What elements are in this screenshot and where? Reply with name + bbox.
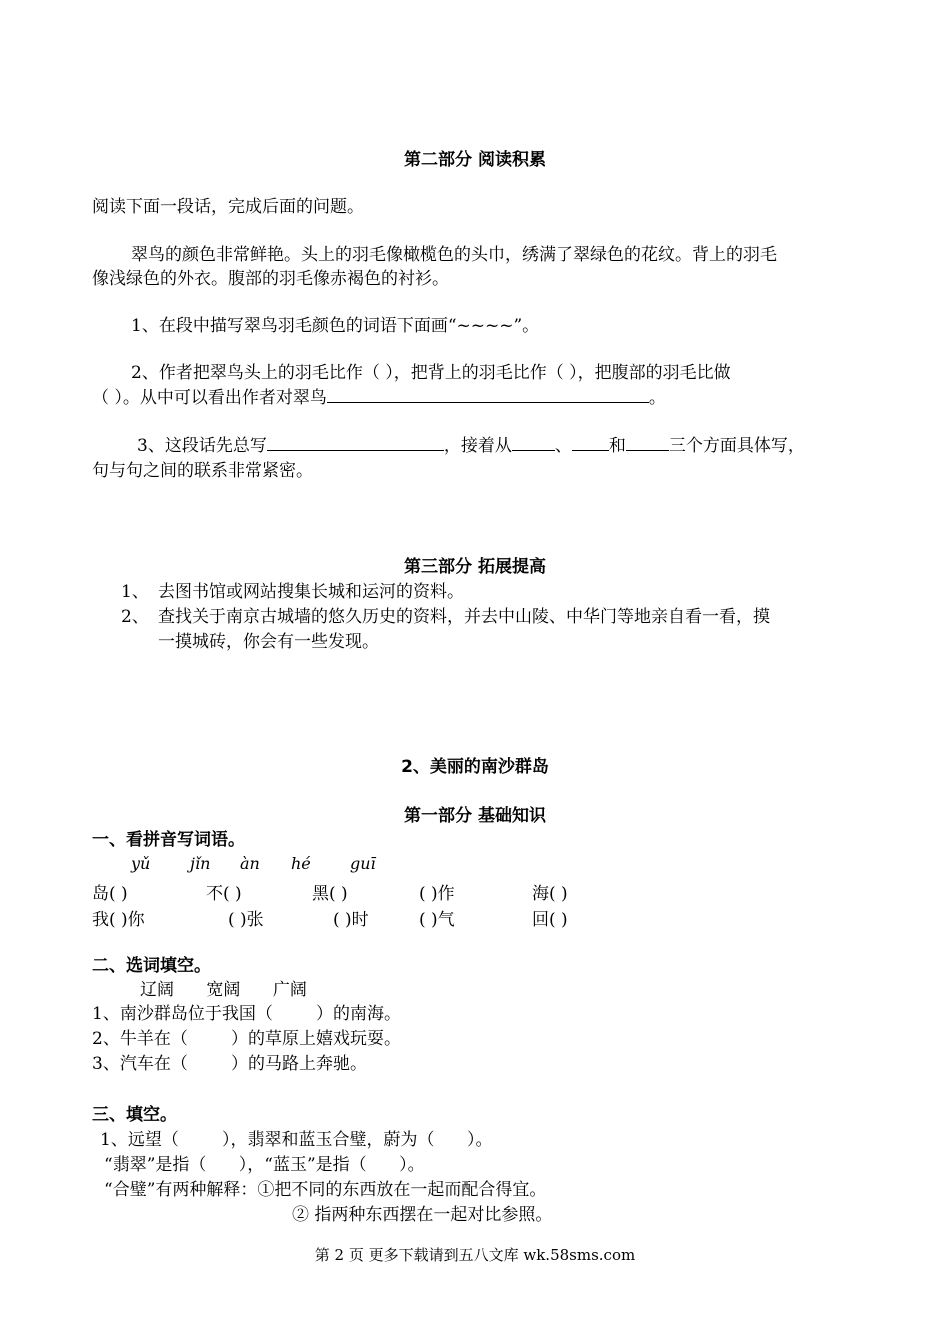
section-3-line-3: “合璧”有两种解释：①把不同的东西放在一起而配合得宜。 xyxy=(104,1180,547,1200)
lesson-title: 2、美丽的南沙群岛 xyxy=(401,757,549,777)
word-cell: 黑( ) xyxy=(312,884,348,904)
q3-part-d: 和 xyxy=(608,436,626,456)
question-3-line-2: 句与句之间的联系非常紧密。 xyxy=(92,461,313,481)
question-3-line-1 xyxy=(137,436,805,457)
answer-blank[interactable] xyxy=(327,388,649,403)
answer-blank[interactable] xyxy=(626,436,669,451)
section-3-line-4: ② 指两种东西摆在一起对比参照。 xyxy=(292,1205,553,1225)
part3-item-2-cont: 一摸城砖，你会有一些发现。 xyxy=(158,632,379,652)
part3-item-1-text: 去图书馆或网站搜集长城和运河的资料。 xyxy=(158,582,464,602)
pinyin-3: àn xyxy=(240,854,260,873)
question-2-line-1: 2、作者把翠鸟头上的羽毛比作（ ），把背上的羽毛比作（ ），把腹部的羽毛比做 xyxy=(131,363,731,383)
word-cell: ( )时 xyxy=(333,910,369,930)
question-2-suffix: 。 xyxy=(648,388,666,408)
part1-heading: 第一部分 基础知识 xyxy=(404,806,546,826)
word-cell: 不( ) xyxy=(206,884,242,904)
question-2-line-2 xyxy=(92,388,666,409)
q3-part-a: 3、这段话先总写 xyxy=(137,436,267,456)
pinyin-2: jǐn xyxy=(190,854,211,873)
answer-blank[interactable] xyxy=(572,436,609,451)
part2-instruction: 阅读下面一段话，完成后面的问题。 xyxy=(92,197,364,217)
passage-line-2: 像浅绿色的外衣。腹部的羽毛像赤褐色的衬衫。 xyxy=(92,269,449,289)
section-3-line-1: 1、远望（ ），翡翠和蓝玉合璧，蔚为（ ）。 xyxy=(100,1130,493,1150)
question-2-prefix: （ ）。从中可以看出作者对翠鸟 xyxy=(92,388,327,408)
pinyin-5: guī xyxy=(350,854,376,873)
word-cell: 海( ) xyxy=(532,884,568,904)
fill-question-3: 3、汽车在（ ）的马路上奔驰。 xyxy=(92,1054,368,1074)
answer-blank[interactable] xyxy=(267,436,444,451)
pinyin-1: yǔ xyxy=(131,854,151,873)
word-cell: 我( )你 xyxy=(92,910,145,930)
word-options: 辽阔 宽阔 广阔 xyxy=(140,980,307,1000)
answer-blank[interactable] xyxy=(512,436,555,451)
word-cell: 岛( ) xyxy=(92,884,128,904)
section-1-heading: 一、看拼音写词语。 xyxy=(92,830,245,850)
passage-line-1: 翠鸟的颜色非常鲜艳。头上的羽毛像橄榄色的头巾，绣满了翠绿色的花纹。背上的羽毛 xyxy=(131,245,777,265)
pinyin-4: hé xyxy=(291,854,311,873)
part3-item-1-num: 1、 xyxy=(121,582,149,602)
word-cell: ( )张 xyxy=(228,910,264,930)
q3-part-e: 三个方面具体写， xyxy=(668,436,805,456)
part3-item-2-text: 查找关于南京古城墙的悠久历史的资料，并去中山陵、中华门等地亲自看一看，摸 xyxy=(158,607,770,627)
q3-part-c: 、 xyxy=(554,436,572,456)
part3-item-2-num: 2、 xyxy=(121,607,149,627)
word-cell: ( )气 xyxy=(419,910,455,930)
q3-part-b: ，接着从 xyxy=(443,436,512,456)
fill-question-2: 2、牛羊在（ ）的草原上嬉戏玩耍。 xyxy=(92,1029,402,1049)
word-cell: 回( ) xyxy=(532,910,568,930)
fill-question-1: 1、南沙群岛位于我国（ ）的南海。 xyxy=(92,1004,402,1024)
word-cell: ( )作 xyxy=(419,884,455,904)
section-2-heading: 二、选词填空。 xyxy=(92,956,211,976)
part3-heading: 第三部分 拓展提高 xyxy=(404,557,546,577)
section-3-heading: 三、填空。 xyxy=(92,1105,177,1125)
page-footer: 第 2 页 更多下载请到五八文库 wk.58sms.com xyxy=(314,1246,636,1264)
part2-heading: 第二部分 阅读积累 xyxy=(404,150,546,170)
question-1: 1、在段中描写翠鸟羽毛颜色的词语下面画“~~~~”。 xyxy=(131,316,540,336)
section-3-line-2: “翡翠”是指（ ），“蓝玉”是指（ ）。 xyxy=(104,1155,425,1175)
